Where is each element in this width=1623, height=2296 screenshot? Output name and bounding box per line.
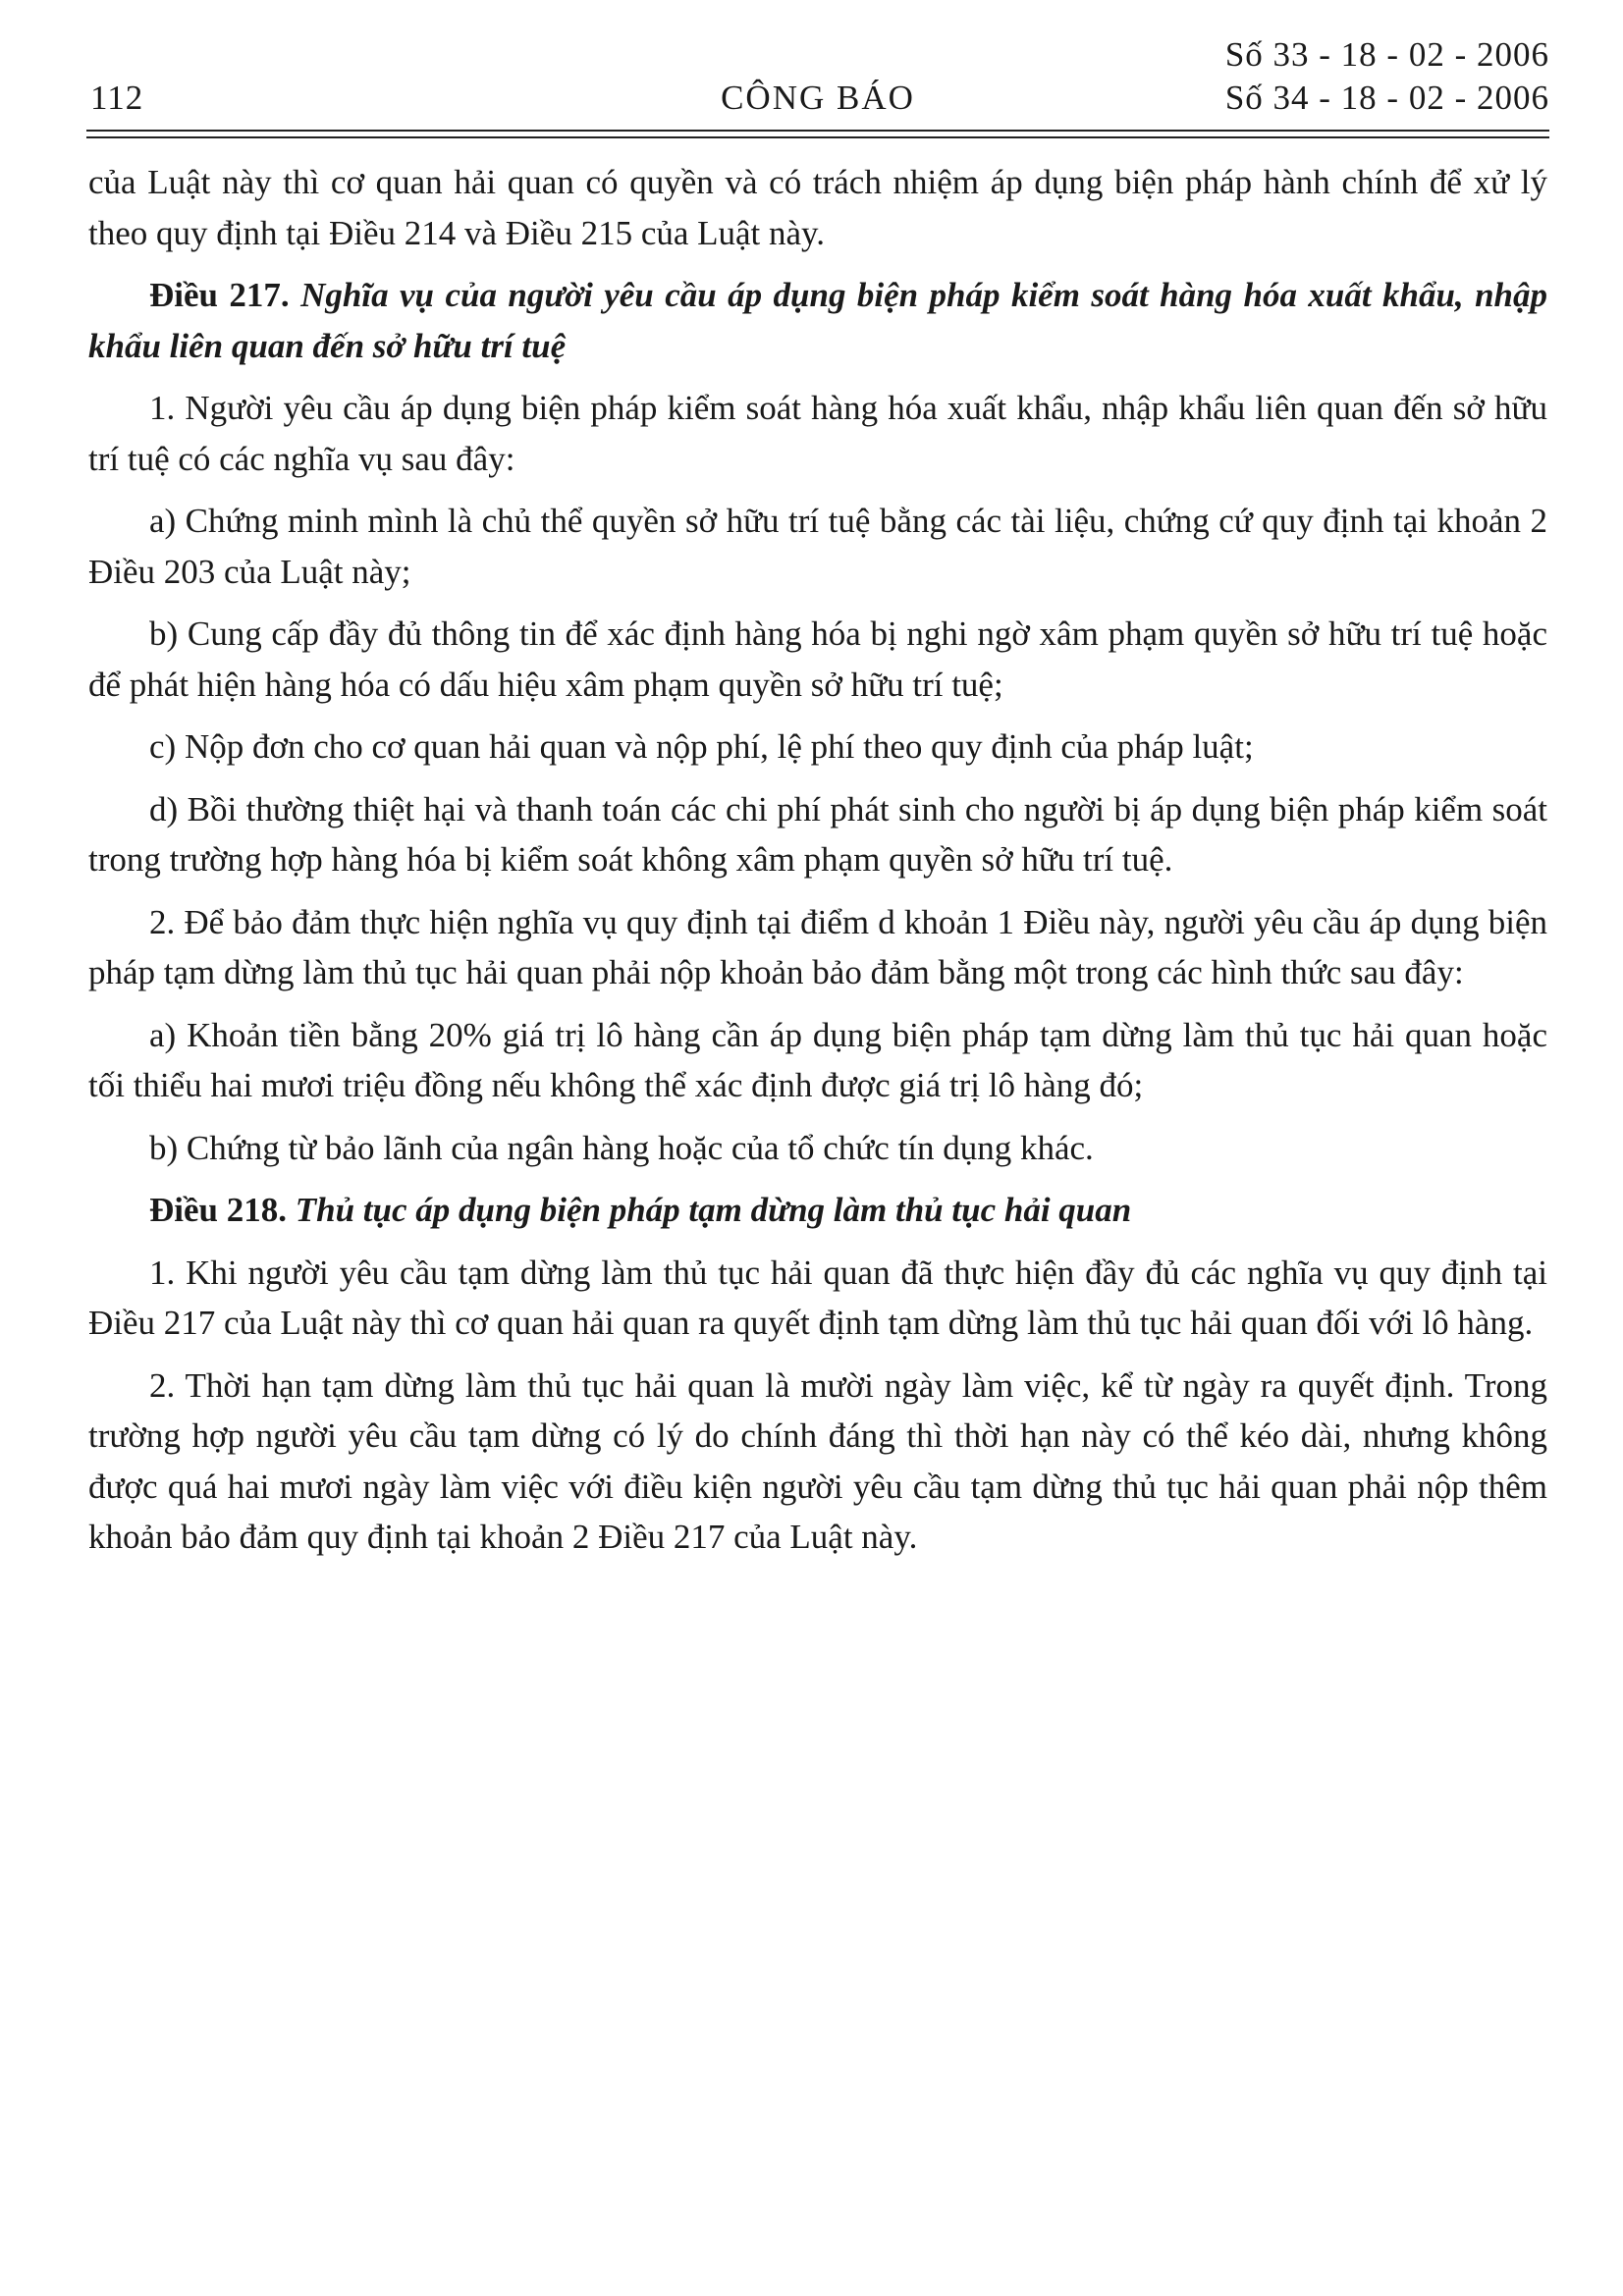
issue-number: Số 34 - 18 - 02 - 2006 bbox=[1224, 79, 1549, 117]
clause-paragraph: d) Bồi thường thiệt hại và thanh toán các chi phí phát sinh cho người bị áp dụng biện pháp kiểm soát trong trường hợp hàng hóa bị kiểm soát không xâm phạm quyền sở hữu trí tuệ. bbox=[88, 789, 1547, 879]
clause-paragraph: 1. Khi người yêu cầu tạm dừng làm thủ tục hải quan đã thực hiện đầy đủ các nghĩa vụ quy định tại Điều 217 của Luật này thì cơ quan hải quan ra quyết định tạm dừng làm thủ tục hải quan đối với lô hàng. bbox=[88, 1253, 1547, 1342]
document-body bbox=[88, 157, 1547, 1575]
issue-numbers bbox=[1225, 33, 1549, 120]
clause-paragraph: a) Chứng minh mình là chủ thể quyền sở hữu trí tuệ bằng các tài liệu, chứng cứ quy định tại khoản 2 Điều 203 của Luật này; bbox=[88, 502, 1547, 591]
article-title: Thủ tục áp dụng biện pháp tạm dừng làm thủ tục hải quan bbox=[295, 1191, 1132, 1229]
article-heading bbox=[88, 1185, 1547, 1236]
header-divider bbox=[86, 130, 1549, 132]
page-number: 112 bbox=[90, 79, 144, 117]
clause-paragraph: b) Chứng từ bảo lãnh của ngân hàng hoặc của tổ chức tín dụng khác. bbox=[149, 1128, 1094, 1167]
article-number: Điều 217. bbox=[149, 276, 290, 314]
clause-paragraph: 2. Thời hạn tạm dừng làm thủ tục hải quan là mười ngày làm việc, kể từ ngày ra quyết định. Trong trường hợp người yêu cầu tạm dừng có lý do chính đáng thì thời hạn này có thể kéo dài, nhưng không được quá hai mươi ngày làm việc với điều kiện người yêu cầu tạm dừng thủ tục hải quan phải nộp thêm khoản bảo đảm quy định tại khoản 2 Điều 217 của Luật này. bbox=[88, 1365, 1547, 1556]
clause-paragraph: 2. Để bảo đảm thực hiện nghĩa vụ quy định tại điểm d khoản 1 Điều này, người yêu cầu áp dụng biện pháp tạm dừng làm thủ tục hải quan phải nộp khoản bảo đảm bằng một trong các hình thức sau đây: bbox=[88, 902, 1547, 991]
header-divider bbox=[86, 136, 1549, 138]
clause-paragraph: b) Cung cấp đầy đủ thông tin để xác định hàng hóa bị nghi ngờ xâm phạm quyền sở hữu trí tuệ hoặc để phát hiện hàng hóa có dấu hiệu xâm phạm quyền sở hữu trí tuệ; bbox=[88, 614, 1547, 704]
article-title: Nghĩa vụ của người yêu cầu áp dụng biện pháp kiểm soát hàng hóa xuất khẩu, nhập khẩu liên quan đến sở hữu trí tuệ bbox=[88, 276, 1548, 365]
intro-paragraph: của Luật này thì cơ quan hải quan có quyền và có trách nhiệm áp dụng biện pháp hành chính để xử lý theo quy định tại Điều 214 và Điều 215 của Luật này. bbox=[88, 163, 1547, 252]
page-header bbox=[86, 29, 1549, 128]
gazette-title: CÔNG BÁO bbox=[721, 79, 915, 117]
article-number: Điều 218. bbox=[149, 1191, 287, 1229]
clause-paragraph: 1. Người yêu cầu áp dụng biện pháp kiểm soát hàng hóa xuất khẩu, nhập khẩu liên quan đến sở hữu trí tuệ có các nghĩa vụ sau đây: bbox=[88, 389, 1547, 478]
clause-paragraph: a) Khoản tiền bằng 20% giá trị lô hàng cần áp dụng biện pháp tạm dừng làm thủ tục hải quan hoặc tối thiểu hai mươi triệu đồng nếu không thể xác định được giá trị lô hàng đó; bbox=[88, 1015, 1547, 1104]
clause-paragraph: c) Nộp đơn cho cơ quan hải quan và nộp phí, lệ phí theo quy định của pháp luật; bbox=[149, 727, 1254, 766]
article-heading bbox=[88, 270, 1547, 371]
issue-number: Số 33 - 18 - 02 - 2006 bbox=[1224, 35, 1549, 74]
